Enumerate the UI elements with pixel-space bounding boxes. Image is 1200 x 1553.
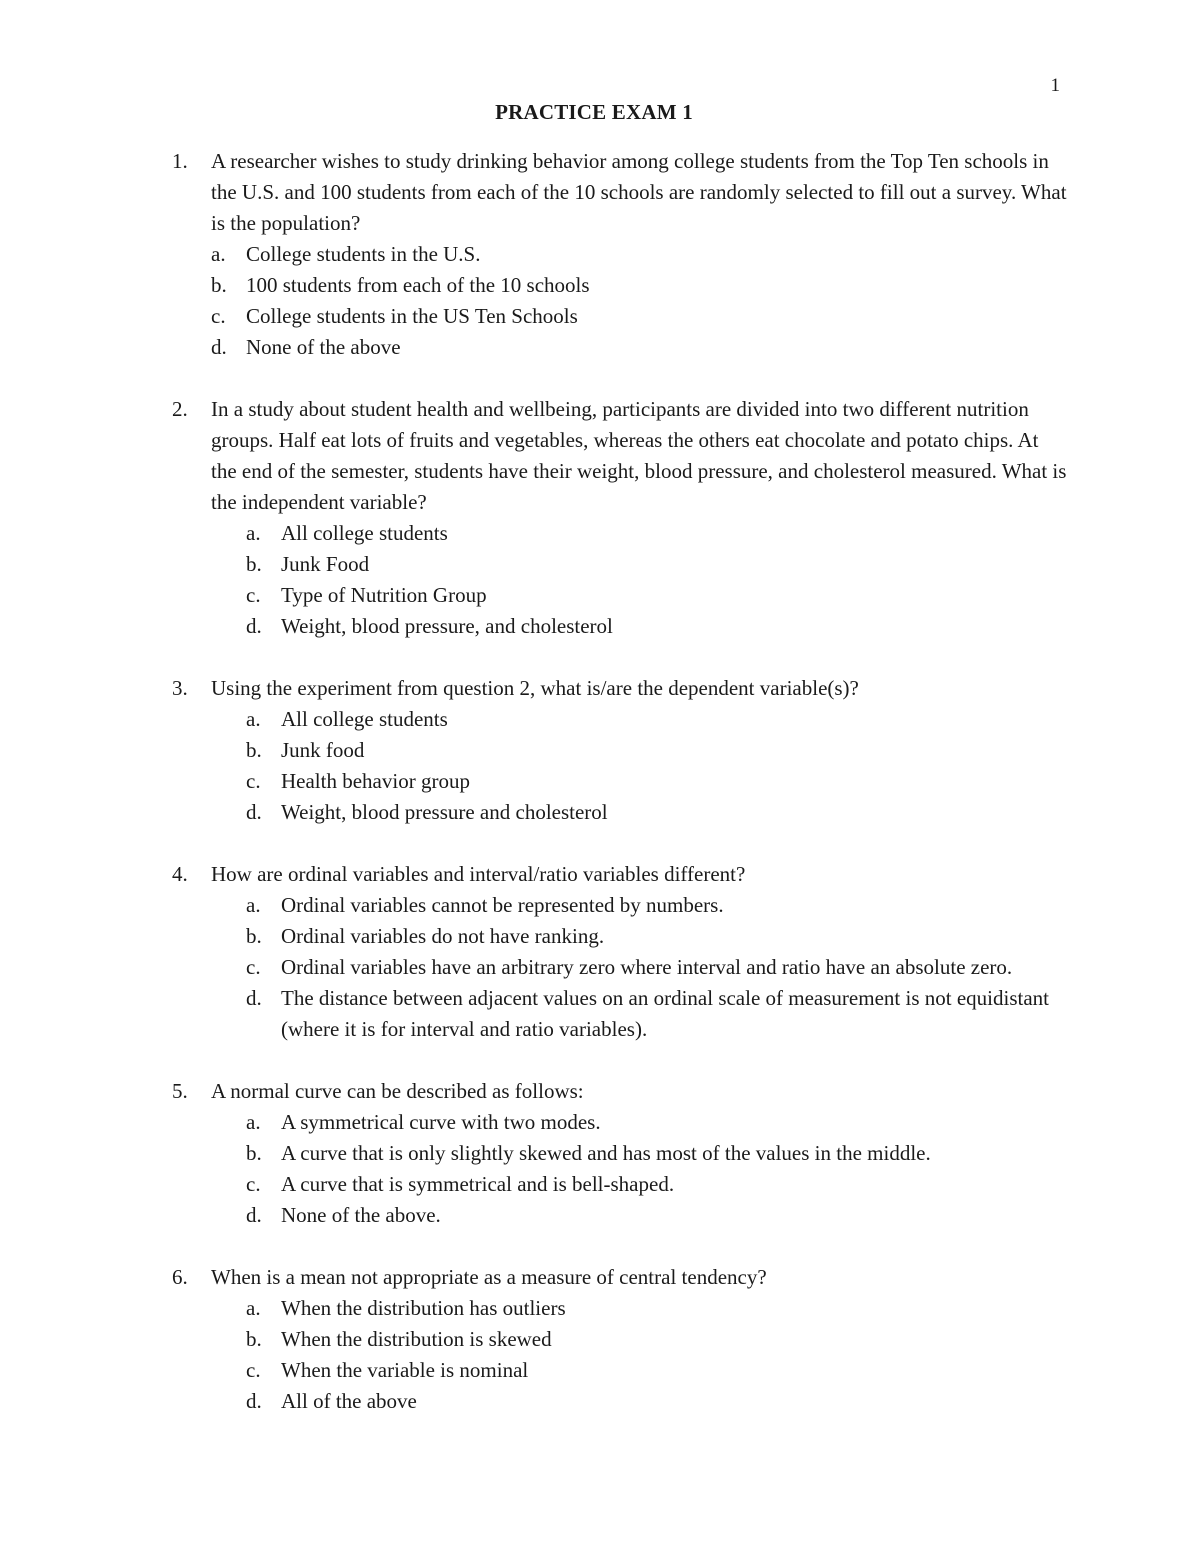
option-a: [246, 890, 1072, 921]
option-text: Junk food: [281, 738, 365, 762]
answer-options: [246, 704, 1072, 828]
option-text: When the distribution has outliers: [281, 1296, 566, 1320]
option-text: Ordinal variables do not have ranking.: [281, 924, 605, 948]
question-1: [172, 146, 1072, 363]
question-text: A normal curve can be described as follows:: [211, 1079, 584, 1103]
option-letter: d.: [246, 1389, 262, 1413]
option-letter: b.: [246, 1141, 262, 1165]
option-c: [246, 580, 1072, 611]
answer-options: [211, 239, 1072, 363]
question-text: How are ordinal variables and interval/ratio variables different?: [211, 862, 746, 886]
option-letter: c.: [246, 769, 261, 793]
option-text: Junk Food: [281, 552, 370, 576]
question-text: When is a mean not appropriate as a measure of central tendency?: [211, 1265, 767, 1289]
answer-options: [246, 518, 1072, 642]
option-a: [246, 704, 1072, 735]
option-text: 100 students from each of the 10 schools: [246, 273, 590, 297]
option-text: All college students: [281, 707, 448, 731]
option-letter: a.: [246, 1110, 261, 1134]
option-letter: c.: [246, 583, 261, 607]
option-letter: d.: [246, 800, 262, 824]
question-text: Using the experiment from question 2, what is/are the dependent variable(s)?: [211, 676, 859, 700]
option-d: [246, 1386, 1072, 1417]
option-letter: c.: [246, 955, 261, 979]
option-b: [246, 735, 1072, 766]
option-b: [246, 1138, 1072, 1169]
option-letter: c.: [211, 304, 226, 328]
question-number: 1.: [172, 149, 188, 173]
option-text: Ordinal variables have an arbitrary zero where interval and ratio have an absolute zero.: [281, 955, 1013, 979]
option-d: [246, 983, 1072, 1045]
option-letter: a.: [246, 521, 261, 545]
option-text: College students in the U.S.: [246, 242, 481, 266]
option-letter: a.: [246, 707, 261, 731]
option-c: [246, 1169, 1072, 1200]
option-b: [246, 1324, 1072, 1355]
option-letter: b.: [246, 924, 262, 948]
option-text: College students in the US Ten Schools: [246, 304, 578, 328]
question-list: [172, 146, 1072, 1448]
question-text: In a study about student health and wellbeing, participants are divided into two different nutrition groups. Half eat lots of fruits and vegetables, whereas the others eat chocolate and potato chips. At the end of the semester, students have their weight, blood pressure, and cholesterol measured. What is the independent variable?: [211, 397, 1067, 514]
question-number: 2.: [172, 397, 188, 421]
option-text: All college students: [281, 521, 448, 545]
option-b: [246, 549, 1072, 580]
option-text: Weight, blood pressure and cholesterol: [281, 800, 608, 824]
option-text: All of the above: [281, 1389, 417, 1413]
question-number: 5.: [172, 1079, 188, 1103]
option-c: [246, 1355, 1072, 1386]
question-number: 4.: [172, 862, 188, 886]
option-letter: d.: [211, 335, 227, 359]
option-text: Type of Nutrition Group: [281, 583, 487, 607]
option-text: The distance between adjacent values on an ordinal scale of measurement is not equidistant (where it is for interval and ratio variables).: [281, 986, 1049, 1041]
answer-options: [246, 1293, 1072, 1417]
option-a: [246, 1107, 1072, 1138]
option-d: [211, 332, 1072, 363]
option-text: Health behavior group: [281, 769, 470, 793]
option-text: When the distribution is skewed: [281, 1327, 552, 1351]
option-text: When the variable is nominal: [281, 1358, 529, 1382]
question-2: [172, 394, 1072, 642]
option-c: [246, 766, 1072, 797]
question-4: [172, 859, 1072, 1045]
option-letter: c.: [246, 1172, 261, 1196]
question-6: [172, 1262, 1072, 1417]
question-number: 6.: [172, 1265, 188, 1289]
option-letter: a.: [246, 1296, 261, 1320]
option-letter: b.: [246, 552, 262, 576]
option-letter: b.: [246, 1327, 262, 1351]
option-text: A curve that is symmetrical and is bell-shaped.: [281, 1172, 675, 1196]
question-number: 3.: [172, 676, 188, 700]
option-d: [246, 1200, 1072, 1231]
option-letter: b.: [246, 738, 262, 762]
option-d: [246, 611, 1072, 642]
option-text: Ordinal variables cannot be represented by numbers.: [281, 893, 724, 917]
page-title: PRACTICE EXAM 1: [495, 100, 693, 124]
option-text: None of the above: [246, 335, 401, 359]
option-text: A symmetrical curve with two modes.: [281, 1110, 601, 1134]
option-letter: d.: [246, 986, 262, 1010]
option-a: [246, 518, 1072, 549]
answer-options: [246, 1107, 1072, 1231]
option-text: None of the above.: [281, 1203, 441, 1227]
option-letter: c.: [246, 1358, 261, 1382]
option-letter: d.: [246, 614, 262, 638]
option-letter: a.: [246, 893, 261, 917]
question-3: [172, 673, 1072, 828]
option-a: [211, 239, 1072, 270]
option-b: [246, 921, 1072, 952]
option-letter: b.: [211, 273, 227, 297]
option-c: [211, 301, 1072, 332]
question-5: [172, 1076, 1072, 1231]
page-number: 1: [1050, 75, 1060, 96]
question-text: A researcher wishes to study drinking behavior among college students from the Top Ten schools in the U.S. and 100 students from each of the 10 schools are randomly selected to fill out a survey. What is the population?: [211, 149, 1067, 235]
option-a: [246, 1293, 1072, 1324]
option-d: [246, 797, 1072, 828]
option-letter: a.: [211, 242, 226, 266]
option-b: [211, 270, 1072, 301]
answer-options: [246, 890, 1072, 1045]
option-text: A curve that is only slightly skewed and has most of the values in the middle.: [281, 1141, 931, 1165]
option-c: [246, 952, 1072, 983]
option-text: Weight, blood pressure, and cholesterol: [281, 614, 613, 638]
option-letter: d.: [246, 1203, 262, 1227]
